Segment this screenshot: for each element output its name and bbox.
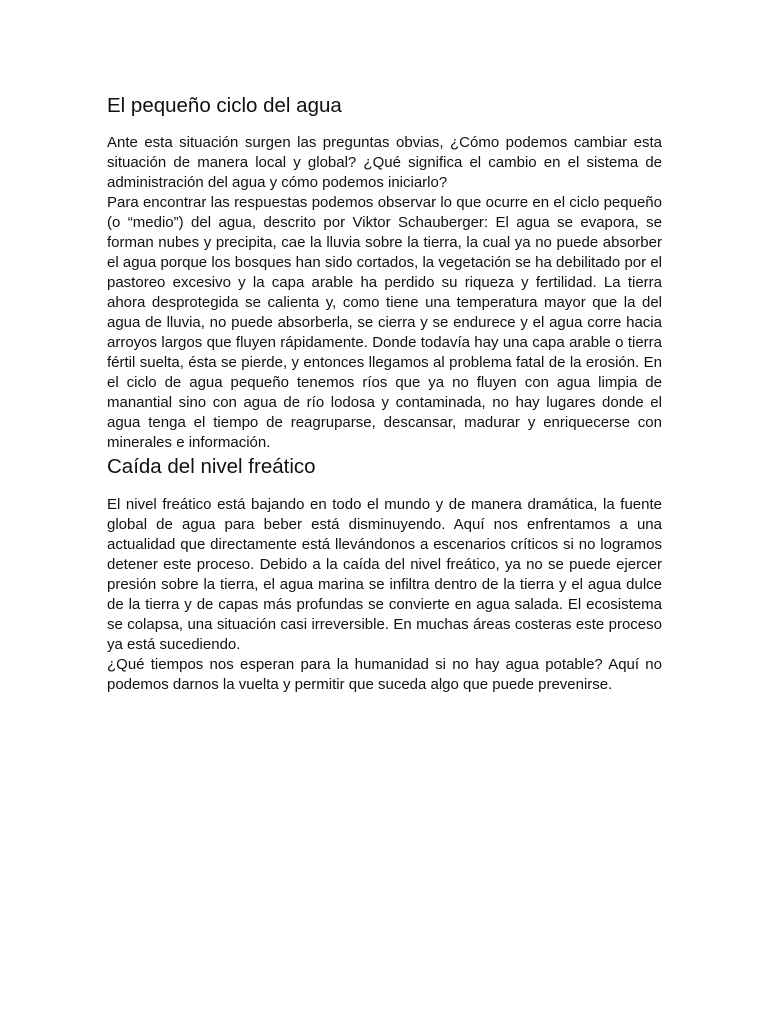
paragraph-ciclo-pequeno: Para encontrar las respuestas podemos observar lo que ocurre en el ciclo pequeño (o “medio”) del agua, descrito por Viktor Schauberger: El agua se evapora, se forman nubes y precipita, cae la lluvia sobre la tierra, la cual ya no puede absorber el agua porque los bosques han sido cortados, la vegetación se ha debilitado por el pastoreo excesivo y la capa arable ha perdido su riqueza y fertilidad. La tierra ahora desprotegida se calienta y, como tiene una temperatura mayor que la del agua de lluvia, no puede absorberla, se cierra y se endurece y el agua corre hacia arroyos largos que fluyen rápidamente. Donde todavía hay una capa arable o tierra fértil suelta, ésta se pierde, y entonces llegamos al problema fatal de la erosión. En el ciclo de agua pequeño tenemos ríos que ya no fluyen con agua limpia de manantial sino con agua de río lodosa y contaminada, no hay lugares donde el agua tenga el tiempo de reagruparse, descansar, madurar y enriquecerse con minerales e información.: [107, 194, 662, 451]
paragraph-preguntas: Ante esta situación surgen las preguntas obvias, ¿Cómo podemos cambiar esta situación de manera local y global? ¿Qué significa el cambio en el sistema de administración del agua y cómo podemos iniciarlo?: [107, 134, 662, 191]
section-title-pequeno-ciclo: El pequeño ciclo del agua: [107, 94, 342, 117]
paragraph-agua-potable: ¿Qué tiempos nos esperan para la humanidad si no hay agua potable? Aquí no podemos darnos la vuelta y permitir que suceda algo que puede prevenirse.: [107, 656, 662, 693]
section-title-nivel-freatico: Caída del nivel freático: [107, 455, 316, 478]
paragraph-nivel-freatico: El nivel freático está bajando en todo el mundo y de manera dramática, la fuente global de agua para beber está disminuyendo. Aquí nos enfrentamos a una actualidad que directamente está llevándonos a escenarios críticos si no logramos detener este proceso. Debido a la caída del nivel freático, ya no se puede ejercer presión sobre la tierra, el agua marina se infiltra dentro de la tierra y el agua dulce de la tierra y de capas más profundas se convierte en agua salada. El ecosistema se colapsa, una situación casi irreversible. En muchas áreas costeras este proceso ya está sucediendo.: [107, 496, 662, 653]
